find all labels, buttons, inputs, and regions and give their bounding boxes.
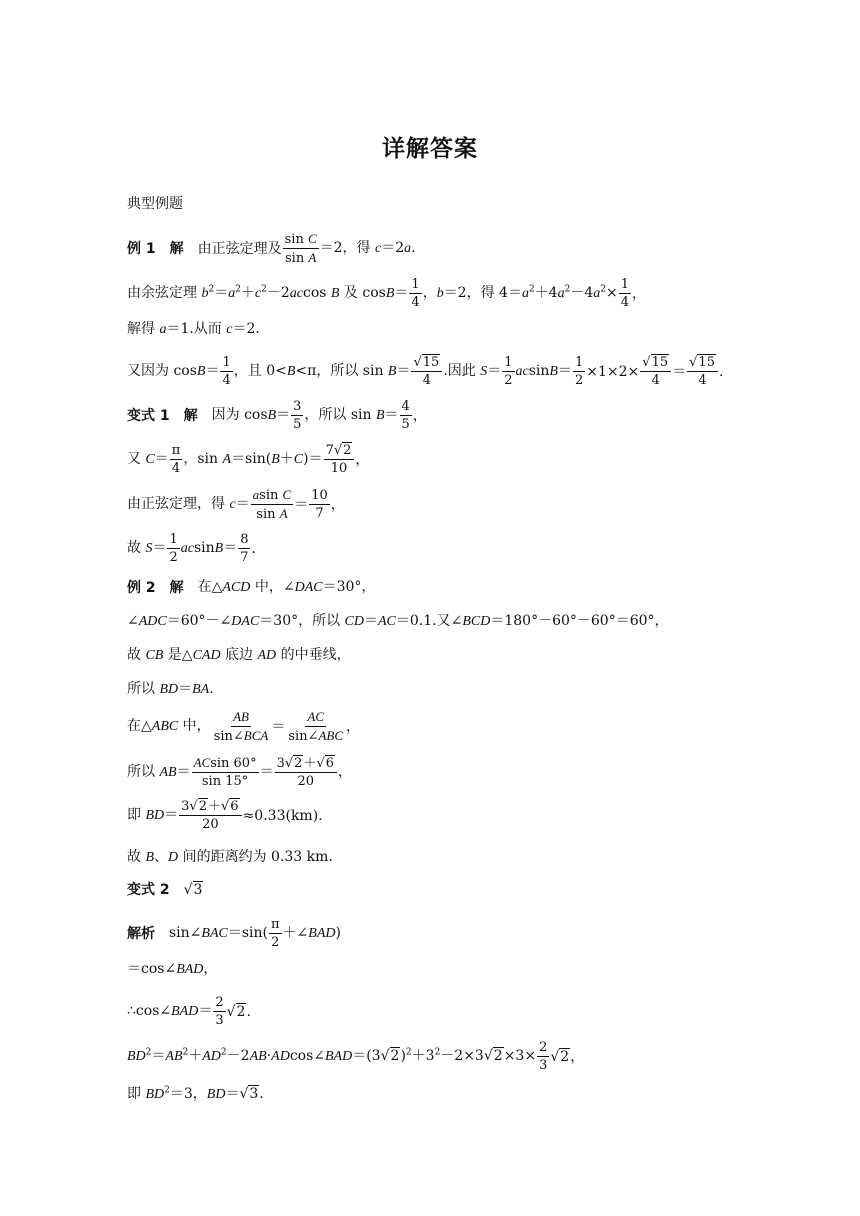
variant2-line3: ＝cos∠BAD， [127, 961, 218, 977]
section-header: 典型例题 [127, 196, 183, 212]
variant1-line4: 故 S＝ 1 2 acsinB＝ 8 7 . [127, 532, 256, 565]
variant1-line3: 由正弦定理，得 c＝ asin C sin A ＝ 10 7 ， [127, 487, 345, 522]
example2-line5: 在△ABC 中， AB sin∠BCA ＝ AC sin∠ABC ， [127, 709, 361, 744]
variant2-label: 变式 2 [127, 882, 170, 898]
analysis-label: 解析 [127, 925, 155, 942]
variant1-line1: 变式 1 解 因为 cosB＝ 3 5 ，所以 sin B＝ 4 5 ， [127, 399, 427, 432]
example2-line1: 例 2 解 在△ACD 中，∠DAC＝30°， [127, 579, 376, 596]
example2-label: 例 2 [127, 579, 156, 596]
example2-line3: 故 CB 是△CAD 底边 AD 的中垂线， [127, 647, 351, 663]
variant2-line2: 解析 sin∠BAC＝sin( π 2 ＋∠BAD) [127, 917, 341, 950]
example1-line4: 又因为 cosB＝ 1 4 ，且 0<B<π，所以 sin B＝ √15 4 .因此 S＝ 1 2 acsinB＝ $\frac{1}{2}$ ×1×2× $\frac{√15}{4}$ ＝ √15 4 . [127, 355, 724, 388]
example2-line7: 即 BD＝ $\frac{3√2+√6}{20}$ ≈0.33(km). [127, 799, 323, 832]
solution-label: 解 [183, 407, 198, 424]
variant2-line1: 变式 2 √3 [127, 882, 203, 898]
example2-line6: 所以 AB＝ ACsin 60° sin 15° ＝ 3√2＋√6 20 ， [127, 755, 353, 789]
example2-line2: ∠ADC＝60°－∠DAC＝30°，所以 CD＝AC＝0.1.又∠BCD＝180°－60°－60°＝60°， [127, 613, 669, 629]
example1-line1: 例 1 解 由正弦定理及 sin C sin A ＝2，得 c＝2a. [127, 231, 416, 266]
example2-line8: 故 B、D 间的距离约为 0.33 km. [127, 849, 333, 865]
example1-label: 例 1 [127, 240, 156, 257]
example1-line2: 由余弦定理 $b^2=a^2+c^2-2accos$ B 及 cosB＝ 1 4 ，b＝2，得 $4=a^2+4a^2-4a^2\times$ $\frac{1}{4}$ ， [127, 277, 647, 310]
variant2-line4: ∴cos∠BAD＝ 2 3 √2 . [127, 995, 251, 1028]
variant2-answer: 3 [193, 882, 203, 898]
variant2-line6: 即 $BD^2=3$，BD＝√3. [127, 1085, 264, 1102]
example1-line3: 解得 a＝1.从而 c＝2. [127, 321, 260, 337]
page-title: 详解答案 [382, 136, 478, 162]
solution-label: 解 [169, 240, 184, 257]
variant1-label: 变式 1 [127, 407, 170, 424]
example2-line4: 所以 BD＝BA. [127, 681, 214, 697]
variant1-line2: 又 C＝ π 4 ，sin A＝sin(B＋C)＝ 7√2 10 ， [127, 443, 370, 476]
solution-label: 解 [169, 579, 184, 596]
variant2-line5: $BD^2=AB^2+AD^2-2AB\cdot ADcos\angle BAD=(3√2)^2+3^2-2\times 3√2\times 3\times$ $\frac{2}{3}$ √2 ， [127, 1040, 585, 1073]
